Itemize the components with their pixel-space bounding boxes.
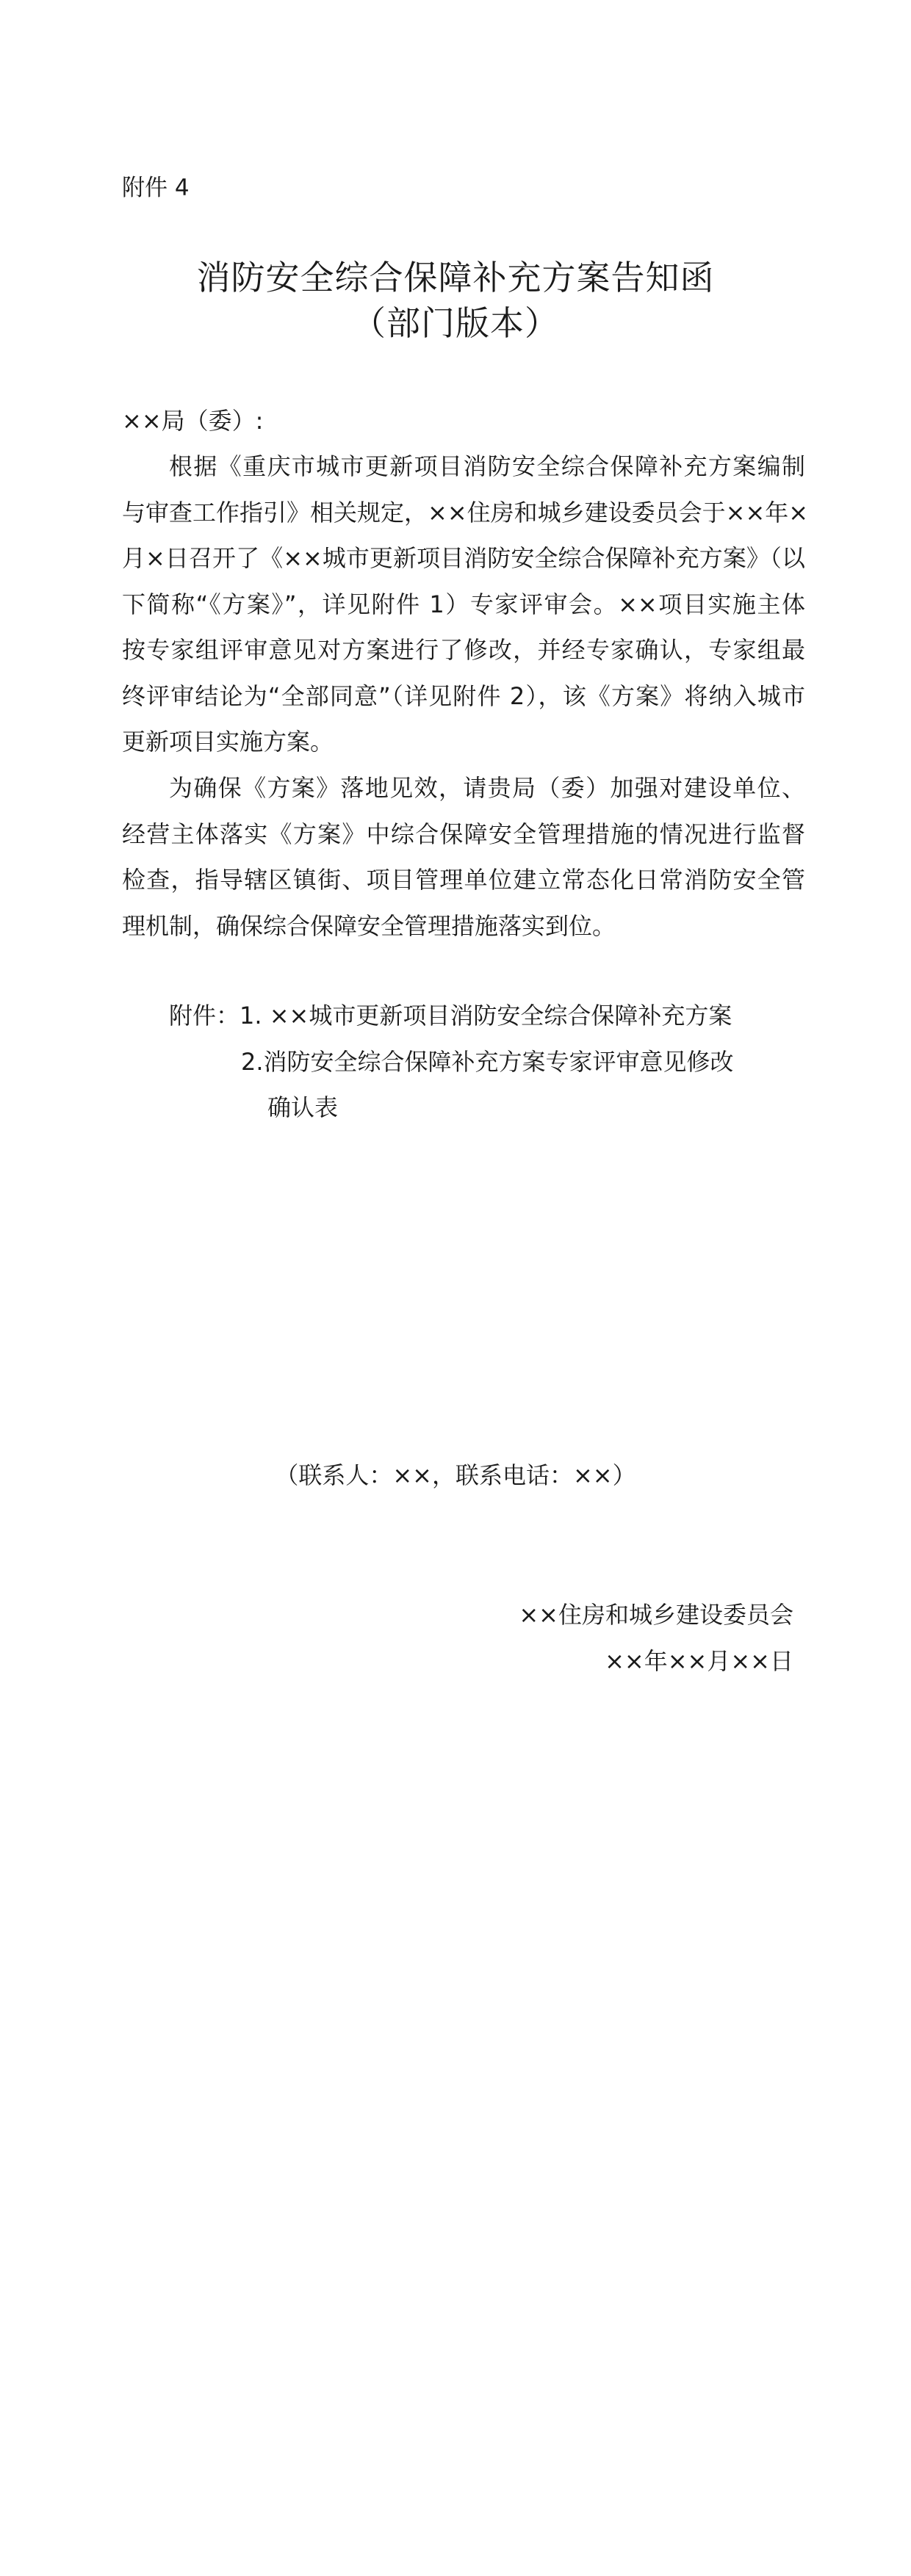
document-subtitle: （部门版本） [352,303,559,343]
paragraph-line: 根据《重庆市城市更新项目消防安全综合保障补充方案编制 [169,452,805,480]
paragraph-line: 更新项目实施方案。 [122,728,334,756]
paragraph-line: 月×日召开了《××城市更新项目消防安全综合保障补充方案》（以 [122,544,805,572]
paragraph-2 [122,765,805,949]
addressee: ××局（委）: [122,407,264,435]
attachments-list [169,993,734,1131]
attachment-item-2: 2.消防安全综合保障补充方案专家评审意见修改 [241,1047,734,1076]
paragraph-line: 按专家组评审意见对方案进行了修改，并经专家确认，专家组最 [122,636,805,664]
paragraph-line: 为确保《方案》落地见效，请贵局（委）加强对建设单位、 [169,774,805,802]
paragraph-1 [122,444,809,765]
contact-info: （联系人：××，联系电话：××） [275,1461,636,1489]
attachment-number-label: 附件 4 [122,175,190,201]
paragraph-line: 检查，指导辖区镇街、项目管理单位建立常态化日常消防安全管 [122,866,805,894]
issue-date: ××年××月××日 [605,1646,793,1675]
document-title: 消防安全综合保障补充方案告知函 [196,258,715,297]
signature-block [519,1592,793,1684]
paragraph-line: 与审查工作指引》相关规定，××住房和城乡建设委员会于××年× [122,498,809,527]
attachment-item-2-continued: 确认表 [267,1093,339,1121]
issuing-organization: ××住房和城乡建设委员会 [519,1601,793,1629]
paragraph-line: 终评审结论为“全部同意”（详见附件 2），该《方案》将纳入城市 [122,681,805,710]
paragraph-line: 下简称“《方案》”，详见附件 1）专家评审会。××项目实施主体 [122,590,805,618]
paragraph-line: 经营主体落实《方案》中综合保障安全管理措施的情况进行监督 [122,820,805,848]
paragraph-line: 理机制，确保综合保障安全管理措施落实到位。 [122,911,616,940]
attachment-item-1: 附件：1. ××城市更新项目消防安全综合保障补充方案 [169,1002,732,1030]
